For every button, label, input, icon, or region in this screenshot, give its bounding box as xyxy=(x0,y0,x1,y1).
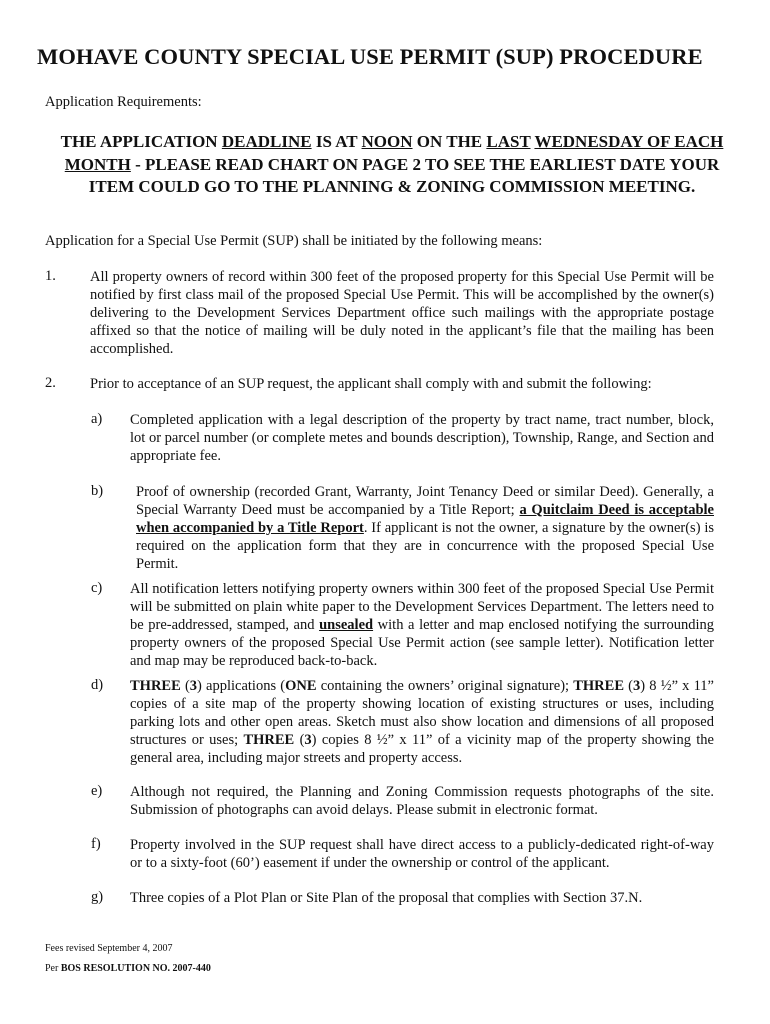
sub-e-letter: e) xyxy=(91,783,103,799)
sub-c-text: All notification letters notifying property owners within 300 feet of the proposed Special Use Permit will be submitted on plain white paper to the Development Services Department. The letters need to be pre-addressed, stamped, and unsealed with a letter and map enclosed notifying the surrounding property owners of the proposed Special Use Permit action (see sample letter). Notification letter and map may be reproduced back-to-back. xyxy=(130,581,714,669)
last-word: LAST xyxy=(486,132,531,151)
item-1-number: 1. xyxy=(45,268,56,284)
document-title: MOHAVE COUNTY SPECIAL USE PERMIT (SUP) PROCEDURE xyxy=(37,44,703,69)
noon-word: NOON xyxy=(361,132,413,151)
deadline-word: DEADLINE xyxy=(221,132,312,151)
sub-g-letter: g) xyxy=(91,889,104,905)
item-2-text: Prior to acceptance of an SUP request, the applicant shall comply with and submit the following: xyxy=(90,376,652,392)
sub-c-letter: c) xyxy=(91,580,103,596)
quitclaim-clause: a Quitclaim Deed is acceptable when accompanied by a Title Report xyxy=(136,502,714,536)
sub-a-text: Completed application with a legal description of the property by tract name, tract number, block, lot or parcel number (or complete metes and bounds description), Township, Range, and Section and appropriate fee. xyxy=(130,412,714,464)
item-2-number: 2. xyxy=(45,375,56,391)
intro-paragraph: Application for a Special Use Permit (SUP) shall be initiated by the following means: xyxy=(45,233,543,249)
sub-d-text: THREE (3) applications (ONE containing the owners’ original signature); THREE (3) 8 ½” x 11” copies of a site map of the property showing location of existing structures or uses, including parking lots and other open areas. Sketch must also show location and dimensions of all proposed structures or uses; THREE (3) copies 8 ½” x 11” of a vicinity map of the property showing the general area, including major streets and property access. xyxy=(130,678,714,766)
sub-a-letter: a) xyxy=(91,411,103,427)
deadline-notice: THE APPLICATION DEADLINE IS AT NOON ON THE LAST WEDNESDAY OF EACH MONTH - PLEASE READ CHART ON PAGE 2 TO SEE THE EARLIEST DATE YOUR ITEM COULD GO TO THE PLANNING & ZONING COMMISSION MEETING. xyxy=(60,132,724,196)
unsealed-word: unsealed xyxy=(319,617,374,633)
sub-e-text: Although not required, the Planning and Zoning Commission requests photographs of the site. Submission of photographs can avoid delays. Please submit in electronic format. xyxy=(130,784,714,818)
sub-f-text: Property involved in the SUP request shall have direct access to a publicly-dedicated right-of-way or to a sixty-foot (60’) easement if under the ownership or control of the applicant. xyxy=(130,837,714,871)
sub-g-text: Three copies of a Plot Plan or Site Plan of the proposal that complies with Section 37.N. xyxy=(130,890,643,906)
sub-f-letter: f) xyxy=(91,836,101,852)
requirements-label: Application Requirements: xyxy=(45,94,202,110)
sub-b-text: Proof of ownership (recorded Grant, Warranty, Joint Tenancy Deed or similar Deed). Generally, a Special Warranty Deed must be accompanied by a Title Report; a Quitclaim Deed is acceptable when accompanied by a Title Report. If applicant is not the owner, a signature by the owner(s) is required on the application form that they are in concurrence with the proposed Special Use Permit. xyxy=(136,484,714,572)
sub-b-letter: b) xyxy=(91,483,104,499)
sub-d-letter: d) xyxy=(91,677,104,693)
wednesday-phrase: WEDNESDAY OF EACH MONTH xyxy=(64,132,724,174)
item-1-text: All property owners of record within 300 feet of the proposed property for this Special Use Permit will be notified by first class mail of the proposed Special Use Permit. This will be accomplished by the owner(s) delivering to the Development Services Department office such mailings with the appropriate postage affixed so that the notice of mailing will be duly noted in the applicant’s file that the mailing has been accomplished. xyxy=(90,269,714,357)
fees-revised-note: Fees revised September 4, 2007 xyxy=(45,943,173,954)
resolution-note: Per BOS RESOLUTION NO. 2007-440 xyxy=(45,963,211,974)
